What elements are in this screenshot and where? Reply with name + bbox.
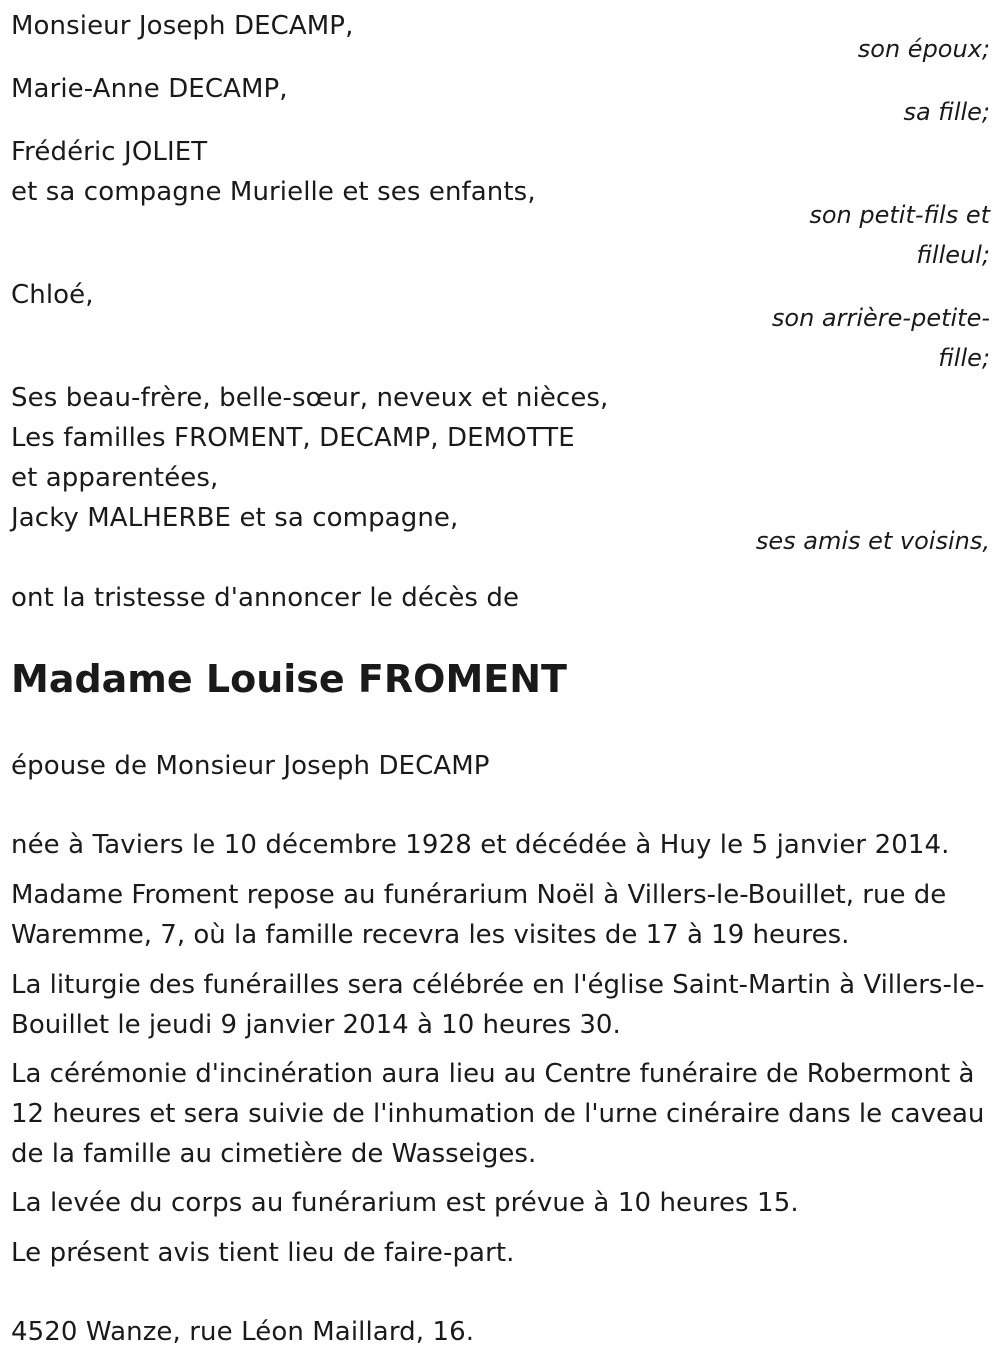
family-name-grandson: Frédéric JOLIET: [11, 137, 208, 167]
family-extended-line-4: Jacky MALHERBE et sa compagne,: [11, 503, 459, 533]
family-extended-line-2: Les familles FROMENT, DECAMP, DEMOTTE: [11, 423, 575, 453]
family-extended-line-1: Ses beau-frère, belle-sœur, neveux et nièces,: [11, 383, 609, 413]
birth-death-line: née à Taviers le 10 décembre 1928 et décédée à Huy le 5 janvier 2014.: [11, 830, 950, 860]
paragraph-viewing: Madame Froment repose au funérarium Noël à Villers-le-Bouillet, rue de Waremme, 7, où la famille recevra les visites de 17 à 19 heures.: [11, 880, 947, 950]
paragraph-notice: Le présent avis tient lieu de faire-part.: [11, 1238, 515, 1268]
family-relation-daughter: sa fille;: [903, 98, 990, 126]
family-name-great-granddaughter: Chloé,: [11, 280, 94, 310]
family-extended-line-3: et apparentées,: [11, 463, 219, 493]
family-relation-grandson-1: son petit-fils et: [809, 201, 990, 229]
family-relation-great-granddaughter-1: son arrière-petite-: [771, 304, 990, 332]
deceased-name: Madame Louise FROMENT: [11, 657, 567, 701]
family-relation-friends: ses amis et voisins,: [755, 527, 990, 555]
family-name-grandson-partner: et sa compagne Murielle et ses enfants,: [11, 177, 536, 207]
paragraph-cremation: La cérémonie d'incinération aura lieu au Centre funéraire de Robermont à 12 heures et sera suivie de l'inhumation de l'urne cinéraire dans le caveau de la famille au cimetière de Wasseiges.: [11, 1059, 985, 1169]
spouse-line: épouse de Monsieur Joseph DECAMP: [11, 751, 490, 781]
paragraph-departure: La levée du corps au funérarium est prévue à 10 heures 15.: [11, 1188, 799, 1218]
family-relation-grandson-2: filleul;: [916, 241, 990, 269]
family-relation-husband: son époux;: [857, 35, 990, 63]
family-address: 4520 Wanze, rue Léon Maillard, 16.: [11, 1317, 475, 1347]
family-name-husband: Monsieur Joseph DECAMP,: [11, 11, 354, 41]
family-relation-great-granddaughter-2: fille;: [938, 344, 990, 372]
announcement-text: ont la tristesse d'annoncer le décès de: [11, 583, 520, 613]
paragraph-liturgy: La liturgie des funérailles sera célébrée en l'église Saint-Martin à Villers-le-Bouillet le jeudi 9 janvier 2014 à 10 heures 30.: [11, 970, 985, 1040]
family-name-daughter: Marie-Anne DECAMP,: [11, 74, 288, 104]
